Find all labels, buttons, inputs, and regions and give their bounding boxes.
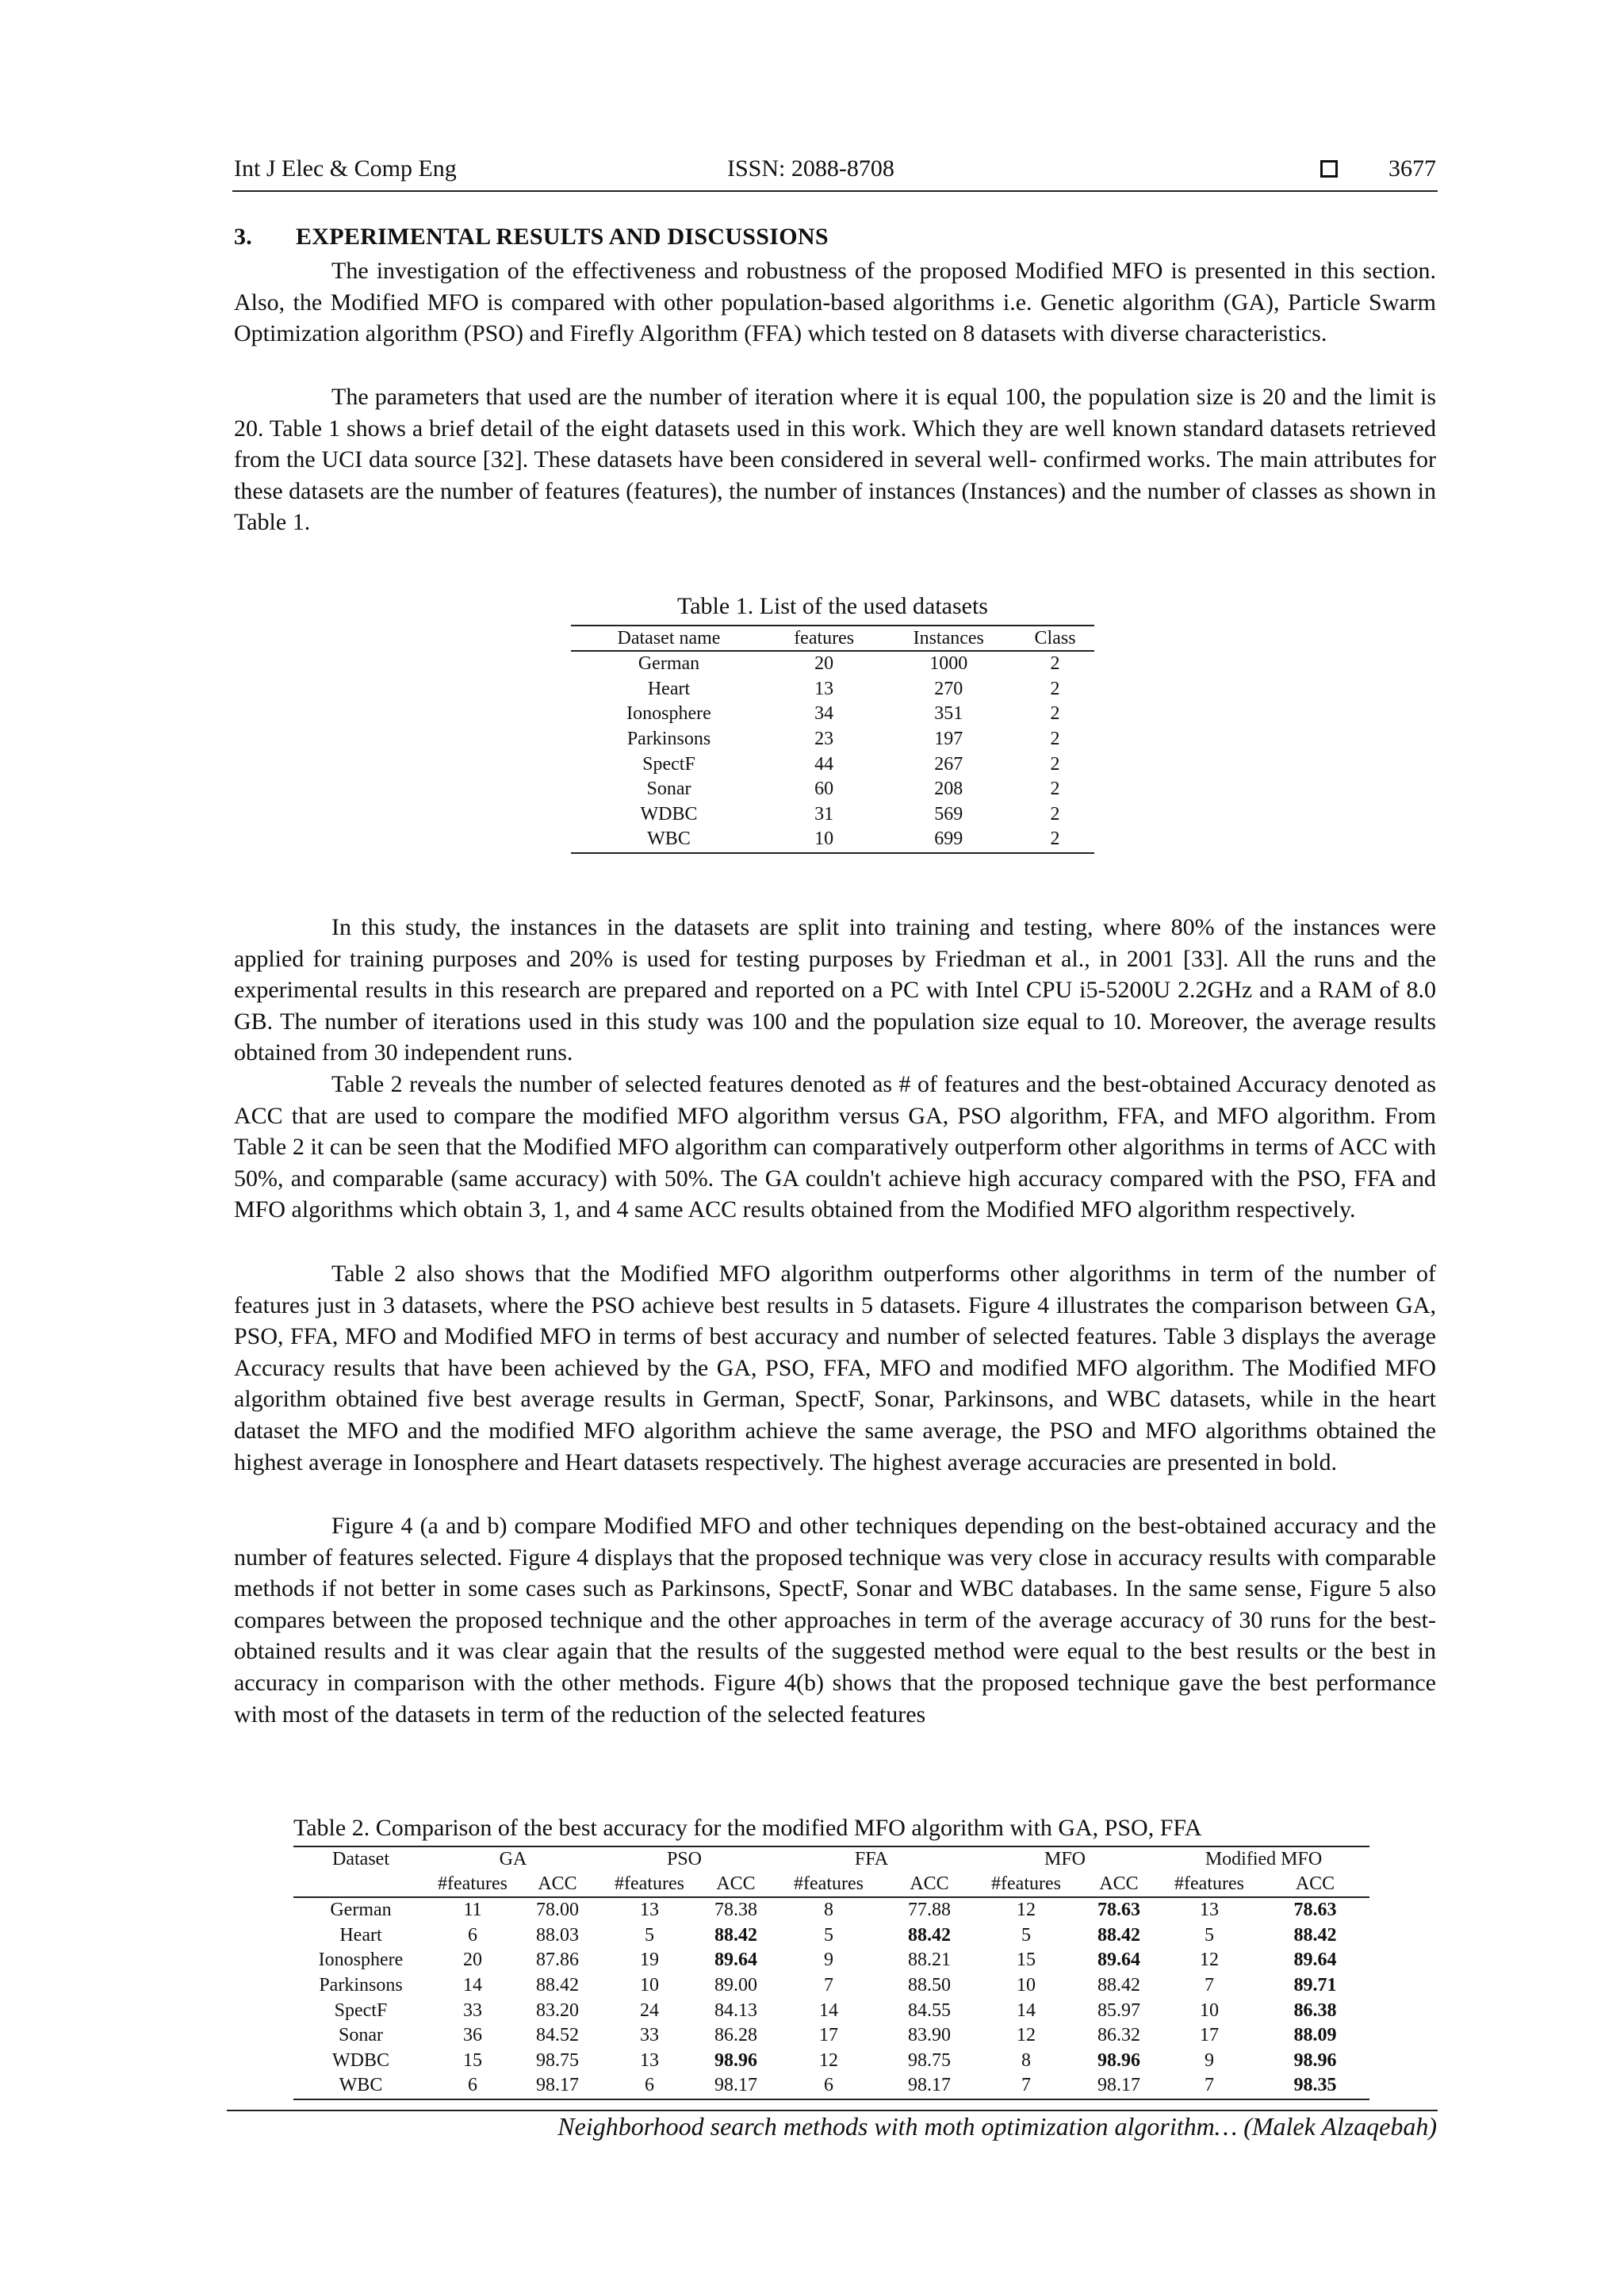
- table1-header-cell: Instances: [881, 626, 1016, 651]
- section-heading: [234, 224, 829, 251]
- table2-features-cell: 8: [1021, 2049, 1031, 2071]
- table2-features-cell: 10: [640, 1975, 659, 1996]
- table2-features-cell: 15: [1017, 1950, 1036, 1971]
- table1-row: [571, 651, 1094, 677]
- table2-features-cell: 10: [1200, 1999, 1219, 2021]
- table2-acc-subheader: ACC: [1080, 1872, 1158, 1897]
- table2-features-cell: 17: [819, 2025, 838, 2046]
- table2-features-cell: 11: [463, 1900, 482, 1921]
- table2-features-cell: 20: [463, 1950, 482, 1971]
- table2-group-header: GA: [428, 1846, 598, 1872]
- table2-acc-cell: 84.55: [908, 1999, 951, 2021]
- table1-cell: Ionosphere: [626, 703, 711, 725]
- table2-features-cell: 36: [463, 2025, 482, 2046]
- table2-row: [293, 1973, 1369, 1999]
- table2-group-header: MFO: [972, 1846, 1158, 1872]
- table1-row: [571, 702, 1094, 727]
- running-title: Neighborhood search methods with moth optimization algorithm… (Malek Alzaqebah): [557, 2112, 1437, 2141]
- table2-dataset-name: German: [330, 1900, 392, 1921]
- table1-cell: Parkinsons: [626, 729, 711, 750]
- table1-cell: 2: [1050, 653, 1060, 675]
- table2-acc-cell: 86.38: [1293, 1999, 1337, 2021]
- table2-acc-cell: 78.00: [536, 1900, 579, 1921]
- table1-header-row: [571, 626, 1094, 651]
- table2-features-cell: 12: [1200, 1950, 1219, 1971]
- table1-row: [571, 677, 1094, 702]
- table2-acc-subheader: ACC: [701, 1872, 771, 1897]
- paragraph-parameters: The parameters that used are the number of iteration where it is equal 100, the population size is 20 and the limit is 20. Table 1 shows a brief detail of the eight datasets used in this work. Which they are well known standard datasets retrieved from the UCI data source [32]. These datasets have been considered in several well- confirmed works. The main attributes for these datasets are the number of features (features), the number of instances (Instances) and the number of classes as shown in Table 1.: [234, 384, 1436, 536]
- table2-features-cell: 7: [1205, 1975, 1214, 1996]
- table1-cell: 31: [814, 803, 834, 825]
- table2-features-cell: 5: [1205, 1924, 1214, 1946]
- table2-features-cell: 14: [1017, 1999, 1036, 2021]
- page-number: 3677: [1388, 155, 1436, 182]
- table2-features-cell: 33: [463, 1999, 482, 2021]
- page-header: [232, 155, 1438, 192]
- table2-features-cell: 9: [1205, 2049, 1214, 2071]
- paragraph-table2-discussion: Table 2 reveals the number of selected features denoted as # of features and the best-obtained Accuracy denoted as ACC that are used to compare the modified MFO algorithm versus GA, PSO algorithm, FFA, and MFO algorithm. From Table 2 it can be seen that the Modified MFO algorithm can comparatively outperform other algorithms in terms of ACC with 50%, and comparable (same accuracy) with 50%. The GA couldn't achieve high accuracy compared with the PSO, FFA and MFO algorithms which obtain 3, 1, and 4 same ACC results obtained from the Modified MFO algorithm respectively.: [234, 1071, 1436, 1223]
- table2-acc-cell: 88.09: [1293, 2025, 1337, 2046]
- table2-features-cell: 5: [1021, 1924, 1031, 1946]
- table1-row: [571, 802, 1094, 828]
- table1-cell: 197: [934, 729, 963, 750]
- table1-cell: 2: [1050, 729, 1060, 750]
- table1-cell: 20: [814, 653, 834, 675]
- table2-acc-cell: 88.42: [536, 1975, 579, 1996]
- table2-group-header: PSO: [598, 1846, 771, 1872]
- table2-row: [293, 1998, 1369, 2023]
- table2-acc-cell: 98.17: [1080, 2073, 1158, 2099]
- table1-row: [571, 777, 1094, 802]
- table2-row: [293, 1948, 1369, 1973]
- table2-acc-cell: 98.17: [887, 2073, 972, 2099]
- table2-features-cell: 13: [640, 1900, 659, 1921]
- table2-acc-cell: 98.75: [536, 2049, 579, 2071]
- table1-row: [571, 727, 1094, 752]
- footer-rule: [227, 2110, 1438, 2111]
- table1-cell: WBC: [571, 827, 767, 853]
- table2-acc-cell: 86.32: [1097, 2025, 1140, 2046]
- table1-cell: 2: [1050, 678, 1060, 699]
- table2-acc-cell: 84.13: [714, 1999, 757, 2021]
- table2-features-subheader: #features: [598, 1872, 701, 1897]
- table2-features-cell: 12: [819, 2049, 838, 2071]
- table1-cell: 699: [881, 827, 1016, 853]
- table2-dataset-name: Parkinsons: [319, 1975, 403, 1996]
- table2-features-cell: 13: [1200, 1900, 1219, 1921]
- issn: ISSN: 2088-8708: [727, 155, 894, 182]
- section-title: EXPERIMENTAL RESULTS AND DISCUSSIONS: [296, 224, 829, 250]
- checkbox-square-icon: [1320, 160, 1338, 178]
- table2-dataset-name: Ionosphere: [318, 1950, 404, 1971]
- table2-acc-cell: 98.96: [1293, 2049, 1337, 2071]
- paragraph-intro: The investigation of the effectiveness and robustness of the proposed Modified MFO is presented in this section. Also, the Modified MFO is compared with other population-based algorithms i.e. Genetic algorithm (GA), Particle Swarm Optimization algorithm (PSO) and Firefly Algorithm (FFA) which tested on 8 datasets with diverse characteristics.: [234, 258, 1436, 347]
- table2-acc-cell: 98.75: [908, 2049, 951, 2071]
- table2-dataset-name: WDBC: [332, 2049, 389, 2071]
- table1-cell: 208: [934, 779, 963, 800]
- table1-cell: 1000: [929, 653, 968, 675]
- table2-dataset-name: Sonar: [339, 2025, 383, 2046]
- table2-acc-cell: 88.42: [1293, 1924, 1337, 1946]
- paragraph-figure-discussion: Figure 4 (a and b) compare Modified MFO and other techniques depending on the best-obtained accuracy and the number of features selected. Figure 4 displays that the proposed technique was very close in accuracy results with comparable methods if not better in some cases such as Parkinsons, SpectF, Sonar and WBC databases. In the same sense, Figure 5 also compares between the proposed technique and the other approaches in term of the average accuracy of 30 runs for the best-obtained results and it was clear again that the results of the suggested method were equal to the best results or the best in accuracy in comparison with the other methods. Figure 4(b) shows that the proposed technique gave the best performance with most of the datasets in term of the reduction of the selected features: [234, 1513, 1436, 1728]
- table2-features-subheader: #features: [428, 1872, 517, 1897]
- table2-acc-subheader: ACC: [887, 1872, 972, 1897]
- table2-dataset-name: Heart: [339, 1924, 382, 1946]
- table1-cell: German: [638, 653, 700, 675]
- table2-acc-cell: 89.64: [714, 1950, 757, 1971]
- table2-features-cell: 12: [1017, 2025, 1036, 2046]
- paragraph-setup: In this study, the instances in the datasets are split into training and testing, where 80% of the instances were applied for training purposes and 20% is used for testing purposes by Friedman et al., in 2001 [33]. All the runs and the experimental results in this research are prepared and reported on a PC with Intel CPU i5-5200U 2.2GHz and a RAM of 8.0 GB. The number of iterations used in this study was 100 and the population size equal to 10. Moreover, the average results obtained from 30 independent runs.: [234, 914, 1436, 1066]
- table1-body: [571, 651, 1094, 853]
- table1-cell: 2: [1050, 779, 1060, 800]
- table2-features-cell: 19: [640, 1950, 659, 1971]
- table2-features-cell: 14: [463, 1975, 482, 1996]
- table2-features-cell: 9: [824, 1950, 833, 1971]
- table2-row: [293, 2049, 1369, 2074]
- table2-acc-cell: 78.63: [1097, 1900, 1140, 1921]
- table2-features-cell: 5: [824, 1924, 833, 1946]
- table1-caption: Table 1. List of the used datasets: [677, 593, 988, 619]
- table2-acc-subheader: ACC: [517, 1872, 598, 1897]
- table2-row: [293, 1923, 1369, 1949]
- table1-cell: Heart: [647, 678, 691, 699]
- table2-group-header: FFA: [771, 1846, 972, 1872]
- table2-acc-cell: 98.17: [701, 2073, 771, 2099]
- table1-header-cell: Dataset name: [571, 626, 767, 651]
- table2-row: [293, 1897, 1369, 1923]
- table2-acc-cell: 88.03: [536, 1924, 579, 1946]
- table1-cell: 34: [814, 703, 834, 725]
- table1-cell: 23: [814, 729, 834, 750]
- table2-acc-cell: 98.96: [1097, 2049, 1140, 2071]
- table1-cell: 13: [814, 678, 834, 699]
- table2-features-subheader: #features: [771, 1872, 887, 1897]
- table2-empty-subheader: [293, 1872, 428, 1897]
- table2-row: [293, 2023, 1369, 2049]
- table1-cell: 2: [1050, 803, 1060, 825]
- paragraph-features-discussion: Table 2 also shows that the Modified MFO algorithm outperforms other algorithms in term of the number of features just in 3 datasets, where the PSO achieve best results in 5 datasets. Figure 4 illustrates the comparison between GA, PSO, FFA, MFO and Modified MFO in terms of best accuracy and number of selected features. Table 3 displays the average Accuracy results that have been achieved by the GA, PSO, FFA, MFO and modified MFO algorithm. The Modified MFO algorithm obtained five best average results in German, SpectF, Sonar, Parkinsons, and WBC datasets, while in the heart dataset the MFO and the modified MFO algorithm achieve the same average, the PSO and MFO algorithms obtained the highest average in Ionosphere and Heart datasets respectively. The highest average accuracies are presented in bold.: [234, 1261, 1436, 1475]
- table2-features-subheader: #features: [1158, 1872, 1261, 1897]
- table2-features-cell: 6: [771, 2073, 887, 2099]
- table2-acc-cell: 98.96: [714, 2049, 757, 2071]
- table1-cell: 10: [767, 827, 881, 853]
- table2-acc-cell: 88.42: [1097, 1924, 1140, 1946]
- table2-caption: Table 2. Comparison of the best accuracy for the modified MFO algorithm with GA, PSO, FFA: [293, 1815, 1202, 1841]
- table2-acc-cell: 89.00: [714, 1975, 757, 1996]
- table2-dataset-name: WBC: [293, 2073, 428, 2099]
- table2-features-cell: 5: [645, 1924, 654, 1946]
- table2-acc-cell: 88.50: [908, 1975, 951, 1996]
- table2-acc-cell: 88.42: [714, 1924, 757, 1946]
- table1-row: [571, 752, 1094, 777]
- table2-acc-cell: 83.90: [908, 2025, 951, 2046]
- table2-acc-cell: 78.38: [714, 1900, 757, 1921]
- table1-row: [571, 827, 1094, 853]
- table2-features-cell: 7: [972, 2073, 1080, 2099]
- table2-features-cell: 10: [1017, 1975, 1036, 1996]
- table2-acc-cell: 84.52: [536, 2025, 579, 2046]
- table2-body: [293, 1897, 1369, 2099]
- table2-acc-cell: 98.17: [517, 2073, 598, 2099]
- table2-acc-cell: 89.64: [1097, 1950, 1140, 1971]
- table2-sub-header-row: [293, 1872, 1369, 1897]
- table2-acc-cell: 85.97: [1097, 1999, 1140, 2021]
- table1-cell: 44: [814, 753, 834, 775]
- table1-cell: Sonar: [646, 779, 691, 800]
- table2-acc-cell: 87.86: [536, 1950, 579, 1971]
- table2-group-header: Modified MFO: [1158, 1846, 1369, 1872]
- table1-cell: 2: [1016, 827, 1094, 853]
- table1-datasets: [571, 625, 1094, 854]
- table2-features-cell: 17: [1200, 2025, 1219, 2046]
- table2-features-cell: 12: [1017, 1900, 1036, 1921]
- table2-features-cell: 15: [463, 2049, 482, 2071]
- table1-cell: WDBC: [640, 803, 698, 825]
- journal-name: Int J Elec & Comp Eng: [234, 155, 457, 182]
- table2-acc-cell: 88.42: [1097, 1975, 1140, 1996]
- table2-features-cell: 14: [819, 1999, 838, 2021]
- table2-features-cell: 6: [468, 1924, 477, 1946]
- table2-acc-cell: 88.42: [908, 1924, 951, 1946]
- table1-cell: 2: [1050, 703, 1060, 725]
- table2-group-header-row: [293, 1846, 1369, 1872]
- table1-cell: 351: [934, 703, 963, 725]
- table2-features-cell: 8: [824, 1900, 833, 1921]
- table2-features-cell: 33: [640, 2025, 659, 2046]
- table1-header-cell: features: [767, 626, 881, 651]
- table2-dataset-name: SpectF: [334, 1999, 388, 2021]
- table1-cell: 60: [814, 779, 834, 800]
- table2-acc-cell: 89.71: [1293, 1975, 1337, 1996]
- table2-features-cell: 6: [428, 2073, 517, 2099]
- table2-features-cell: 7: [824, 1975, 833, 1996]
- table2-row: [293, 2073, 1369, 2099]
- table2-features-subheader: #features: [972, 1872, 1080, 1897]
- table2-features-cell: 7: [1158, 2073, 1261, 2099]
- table2-acc-cell: 89.64: [1293, 1950, 1337, 1971]
- table2-acc-cell: 83.20: [536, 1999, 579, 2021]
- table2-features-cell: 24: [640, 1999, 659, 2021]
- table2-acc-cell: 77.88: [908, 1900, 951, 1921]
- table1-cell: 569: [934, 803, 963, 825]
- table2-acc-cell: 98.35: [1261, 2073, 1369, 2099]
- table1-cell: 270: [934, 678, 963, 699]
- table2-acc-subheader: ACC: [1261, 1872, 1369, 1897]
- table1-header-cell: Class: [1016, 626, 1094, 651]
- table2-acc-cell: 78.63: [1293, 1900, 1337, 1921]
- table1-cell: SpectF: [642, 753, 695, 775]
- table1-cell: 267: [934, 753, 963, 775]
- table2-features-cell: 13: [640, 2049, 659, 2071]
- section-number: 3.: [234, 224, 253, 250]
- table2-features-cell: 6: [598, 2073, 701, 2099]
- table2-comparison: [293, 1846, 1369, 2100]
- table2-acc-cell: 86.28: [714, 2025, 757, 2046]
- table2-dataset-header: Dataset: [293, 1846, 428, 1872]
- table1-cell: 2: [1050, 753, 1060, 775]
- table2-acc-cell: 88.21: [908, 1950, 951, 1971]
